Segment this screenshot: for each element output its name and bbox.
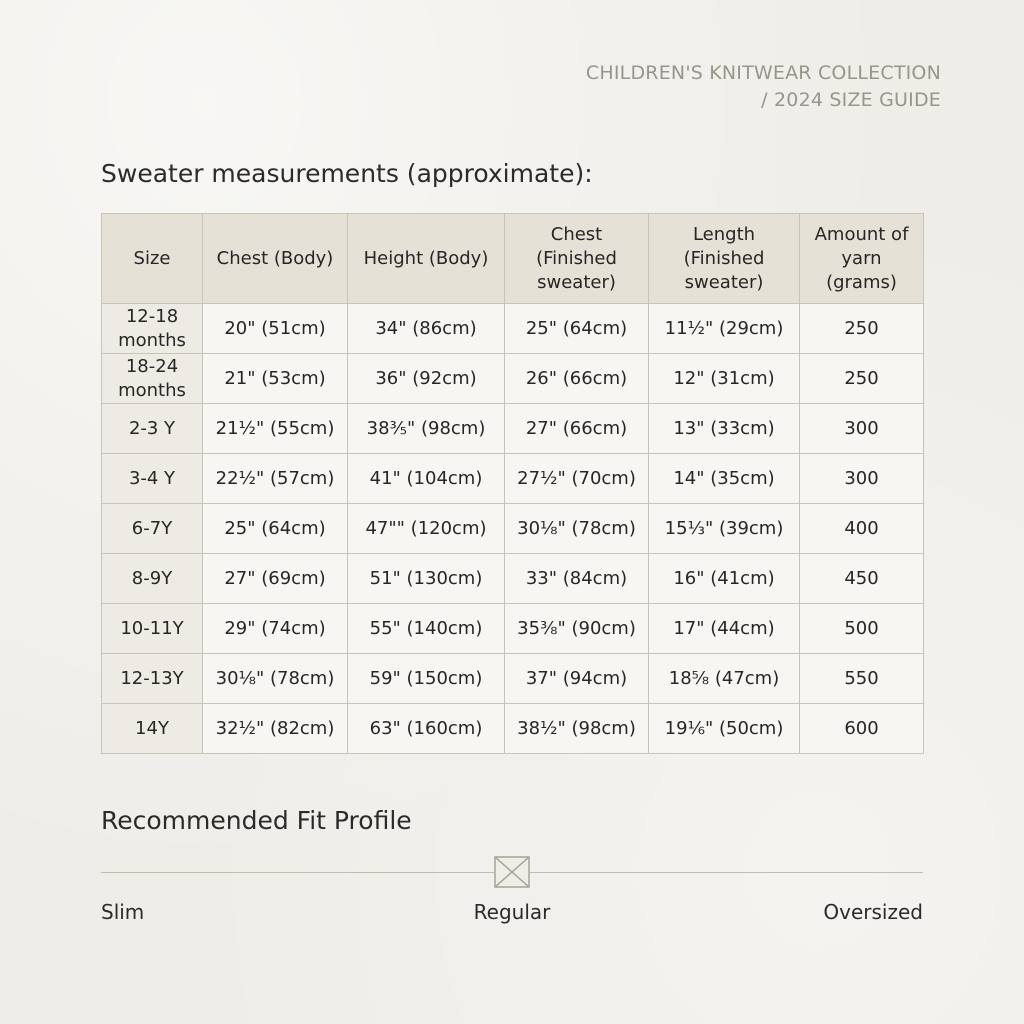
fit-profile-title: Recommended Fit Profile [101, 806, 412, 835]
cell-height-body: 41" (104cm) [348, 454, 505, 504]
cell-size: 12-18 months [102, 304, 203, 354]
cell-yarn-amount: 400 [800, 504, 924, 554]
cell-yarn-amount: 250 [800, 354, 924, 404]
cell-chest-finished: 30⅛" (78cm) [505, 504, 649, 554]
cell-height-body: 47"" (120cm) [348, 504, 505, 554]
cell-chest-finished: 37" (94cm) [505, 654, 649, 704]
measurements-title: Sweater measurements (approximate): [101, 159, 593, 188]
cell-chest-finished: 33" (84cm) [505, 554, 649, 604]
fit-label-oversized: Oversized [823, 900, 923, 924]
cell-height-body: 63" (160cm) [348, 704, 505, 754]
size-table [101, 213, 924, 754]
cell-chest-body: 32½" (82cm) [203, 704, 348, 754]
brand-header [586, 60, 941, 114]
cell-length-finished: 13" (33cm) [649, 404, 800, 454]
cell-chest-body: 22½" (57cm) [203, 454, 348, 504]
cell-chest-body: 29" (74cm) [203, 604, 348, 654]
cell-size: 6-7Y [102, 504, 203, 554]
cell-size: 18-24 months [102, 354, 203, 404]
cell-length-finished: 17" (44cm) [649, 604, 800, 654]
table-row [102, 504, 924, 554]
table-row [102, 704, 924, 754]
cell-length-finished: 18⅝ (47cm) [649, 654, 800, 704]
cell-yarn-amount: 500 [800, 604, 924, 654]
cell-chest-body: 27" (69cm) [203, 554, 348, 604]
cell-yarn-amount: 250 [800, 304, 924, 354]
cell-length-finished: 16" (41cm) [649, 554, 800, 604]
cell-height-body: 51" (130cm) [348, 554, 505, 604]
table-row [102, 404, 924, 454]
cell-yarn-amount: 300 [800, 454, 924, 504]
cell-yarn-amount: 550 [800, 654, 924, 704]
cell-length-finished: 11½" (29cm) [649, 304, 800, 354]
header-yarn-amount: Amount of yarn (grams) [800, 214, 924, 304]
x-box-marker-icon [494, 856, 530, 888]
header-length-finished: Length (Finished sweater) [649, 214, 800, 304]
table-header-row [102, 214, 924, 304]
cell-chest-finished: 35⅜" (90cm) [505, 604, 649, 654]
cell-chest-body: 21" (53cm) [203, 354, 348, 404]
table-row [102, 304, 924, 354]
header-chest-body: Chest (Body) [203, 214, 348, 304]
cell-length-finished: 12" (31cm) [649, 354, 800, 404]
cell-size: 2-3 Y [102, 404, 203, 454]
cell-size: 3-4 Y [102, 454, 203, 504]
cell-height-body: 36" (92cm) [348, 354, 505, 404]
cell-chest-finished: 38½" (98cm) [505, 704, 649, 754]
cell-length-finished: 14" (35cm) [649, 454, 800, 504]
header-height-body: Height (Body) [348, 214, 505, 304]
cell-yarn-amount: 300 [800, 404, 924, 454]
fit-scale [101, 856, 923, 890]
cell-chest-body: 21½" (55cm) [203, 404, 348, 454]
cell-size: 12-13Y [102, 654, 203, 704]
table-row [102, 454, 924, 504]
cell-length-finished: 19⅙" (50cm) [649, 704, 800, 754]
cell-size: 8-9Y [102, 554, 203, 604]
table-row [102, 604, 924, 654]
cell-yarn-amount: 600 [800, 704, 924, 754]
cell-chest-body: 25" (64cm) [203, 504, 348, 554]
fit-label-regular: Regular [473, 900, 551, 924]
cell-chest-finished: 25" (64cm) [505, 304, 649, 354]
table-row [102, 554, 924, 604]
fit-label-slim: Slim [101, 900, 145, 924]
cell-chest-body: 20" (51cm) [203, 304, 348, 354]
brand-line-2: / 2024 SIZE GUIDE [761, 89, 941, 111]
cell-yarn-amount: 450 [800, 554, 924, 604]
cell-chest-finished: 26" (66cm) [505, 354, 649, 404]
cell-height-body: 59" (150cm) [348, 654, 505, 704]
cell-chest-finished: 27" (66cm) [505, 404, 649, 454]
brand-line-1: CHILDREN'S KNITWEAR COLLECTION [585, 62, 941, 84]
table-row [102, 354, 924, 404]
cell-height-body: 34" (86cm) [348, 304, 505, 354]
cell-size: 10-11Y [102, 604, 203, 654]
cell-length-finished: 15⅓" (39cm) [649, 504, 800, 554]
cell-height-body: 55" (140cm) [348, 604, 505, 654]
cell-chest-finished: 27½" (70cm) [505, 454, 649, 504]
cell-height-body: 38⅗" (98cm) [348, 404, 505, 454]
cell-size: 14Y [102, 704, 203, 754]
header-chest-finished: Chest (Finished sweater) [505, 214, 649, 304]
fit-scale-labels [101, 900, 923, 930]
table-row [102, 654, 924, 704]
header-size: Size [102, 214, 203, 304]
cell-chest-body: 30⅛" (78cm) [203, 654, 348, 704]
